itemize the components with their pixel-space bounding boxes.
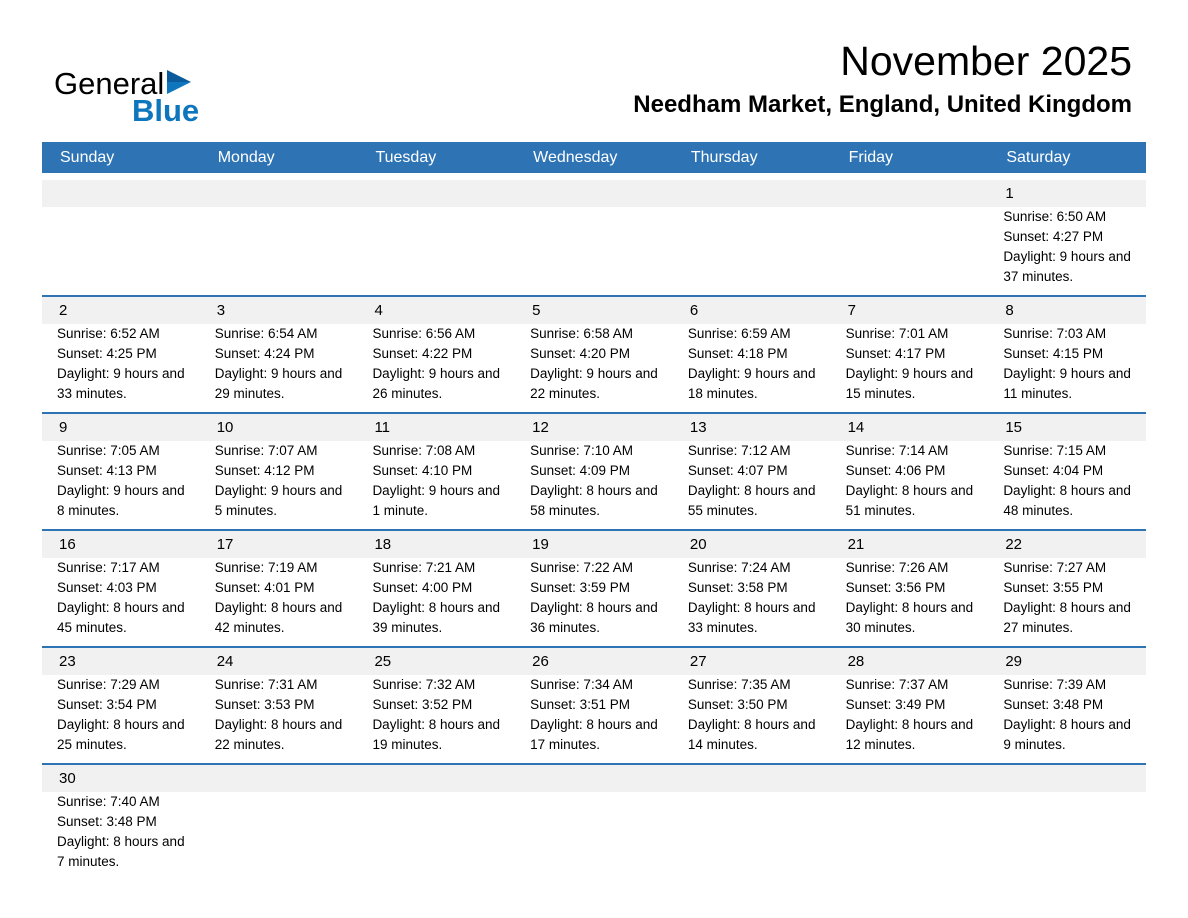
sunrise-text: Sunrise: 7:12 AM (687, 443, 791, 458)
title-block (633, 38, 1132, 120)
daylight-text: Daylight: 9 hours and 33 minutes. (57, 366, 185, 401)
calendar-day-cell (673, 648, 831, 763)
weekday-header-sunday: Sunday (60, 148, 115, 166)
day-number: 21 (847, 536, 865, 553)
sunrise-text: Sunrise: 7:24 AM (687, 560, 791, 575)
day-number: 11 (374, 419, 391, 436)
sunset-text: Sunset: 4:06 PM (845, 463, 946, 478)
sunrise-text: Sunrise: 7:37 AM (845, 677, 949, 692)
sunrise-text: Sunrise: 7:10 AM (530, 443, 633, 458)
calendar-empty-cell (515, 765, 673, 880)
sunrise-text: Sunrise: 7:22 AM (530, 560, 633, 575)
sunrise-text: Sunrise: 6:52 AM (57, 326, 160, 341)
sunrise-text: Sunrise: 6:50 AM (1003, 209, 1107, 224)
day-number: 23 (59, 653, 76, 670)
sunset-text: Sunset: 4:13 PM (57, 463, 157, 478)
daylight-text: Daylight: 8 hours and 30 minutes. (845, 600, 974, 635)
daylight-text: Daylight: 9 hours and 22 minutes. (530, 366, 658, 401)
day-number: 13 (689, 419, 707, 436)
daylight-text: Daylight: 8 hours and 48 minutes. (1003, 483, 1131, 518)
sunset-text: Sunset: 3:53 PM (214, 697, 315, 712)
calendar-empty-cell (831, 765, 989, 880)
calendar-day-cell (357, 297, 515, 412)
calendar-day-cell (200, 414, 358, 529)
sunset-text: Sunset: 3:54 PM (57, 697, 157, 712)
calendar-empty-cell (515, 180, 673, 295)
calendar-day-cell (200, 648, 358, 763)
day-number: 25 (374, 653, 392, 670)
sunset-text: Sunset: 3:59 PM (530, 580, 630, 595)
calendar-week-row (42, 412, 1146, 529)
sunset-text: Sunset: 4:22 PM (372, 346, 473, 361)
sunrise-text: Sunrise: 7:17 AM (57, 560, 160, 575)
sunset-text: Sunset: 3:58 PM (687, 580, 788, 595)
day-number: 20 (689, 536, 707, 553)
daylight-text: Daylight: 8 hours and 17 minutes. (530, 717, 658, 752)
daylight-text: Daylight: 8 hours and 7 minutes. (57, 834, 185, 869)
day-number: 1 (1005, 185, 1014, 202)
sunrise-text: Sunrise: 7:31 AM (214, 677, 318, 692)
sunrise-text: Sunrise: 6:56 AM (372, 326, 476, 341)
daylight-text: Daylight: 9 hours and 15 minutes. (845, 366, 974, 401)
daylight-text: Daylight: 9 hours and 8 minutes. (57, 483, 185, 518)
daylight-text: Daylight: 9 hours and 1 minute. (372, 483, 501, 518)
calendar-week-row (42, 180, 1146, 295)
calendar-day-cell (988, 531, 1146, 646)
sunrise-text: Sunrise: 7:32 AM (372, 677, 476, 692)
sunset-text: Sunset: 4:00 PM (372, 580, 473, 595)
day-number: 6 (689, 302, 699, 319)
calendar-day-cell (42, 531, 200, 646)
calendar-day-cell (515, 531, 673, 646)
weekday-header-wednesday: Wednesday (533, 148, 618, 166)
sunset-text: Sunset: 4:20 PM (530, 346, 630, 361)
daylight-text: Daylight: 8 hours and 58 minutes. (530, 483, 658, 518)
sunrise-text: Sunrise: 6:59 AM (687, 326, 791, 341)
sunset-text: Sunset: 3:52 PM (372, 697, 473, 712)
daylight-text: Daylight: 8 hours and 36 minutes. (530, 600, 658, 635)
sunset-text: Sunset: 3:56 PM (845, 580, 946, 595)
calendar-week-row (42, 295, 1146, 412)
sunset-text: Sunset: 4:24 PM (214, 346, 315, 361)
daylight-text: Daylight: 8 hours and 51 minutes. (845, 483, 974, 518)
sunset-text: Sunset: 4:04 PM (1003, 463, 1104, 478)
day-number: 22 (1005, 536, 1022, 553)
day-number: 5 (532, 302, 541, 319)
day-number: 16 (59, 536, 76, 553)
calendar-empty-cell (673, 180, 831, 295)
day-number: 29 (1005, 653, 1022, 670)
sunrise-text: Sunrise: 7:40 AM (57, 794, 160, 809)
calendar-day-cell (831, 414, 989, 529)
sunrise-text: Sunrise: 7:35 AM (687, 677, 791, 692)
daylight-text: Daylight: 8 hours and 55 minutes. (687, 483, 816, 518)
sunrise-text: Sunrise: 7:39 AM (1003, 677, 1107, 692)
sunset-text: Sunset: 4:17 PM (845, 346, 946, 361)
sunset-text: Sunset: 3:48 PM (57, 814, 157, 829)
sunrise-text: Sunrise: 7:29 AM (57, 677, 160, 692)
sunrise-text: Sunrise: 7:05 AM (57, 443, 160, 458)
sunset-text: Sunset: 4:10 PM (372, 463, 473, 478)
daylight-text: Daylight: 8 hours and 39 minutes. (372, 600, 501, 635)
sunset-text: Sunset: 4:09 PM (530, 463, 630, 478)
daylight-text: Daylight: 8 hours and 14 minutes. (687, 717, 816, 752)
daylight-text: Daylight: 9 hours and 5 minutes. (214, 483, 343, 518)
calendar-empty-cell (200, 180, 358, 295)
calendar-empty-cell (831, 180, 989, 295)
sunrise-text: Sunrise: 7:21 AM (372, 560, 476, 575)
calendar-day-cell (673, 531, 831, 646)
weekday-header-monday: Monday (217, 148, 275, 166)
weekday-header-tuesday: Tuesday (375, 148, 437, 166)
calendar-week-row (42, 646, 1146, 763)
day-number: 4 (374, 302, 383, 319)
calendar-day-cell (42, 297, 200, 412)
month-title: November 2025 (840, 38, 1132, 84)
sunrise-text: Sunrise: 7:27 AM (1003, 560, 1107, 575)
calendar-day-cell (831, 648, 989, 763)
sunset-text: Sunset: 3:51 PM (530, 697, 630, 712)
daylight-text: Daylight: 9 hours and 11 minutes. (1003, 366, 1131, 401)
day-number: 26 (532, 653, 549, 670)
daylight-text: Daylight: 8 hours and 9 minutes. (1003, 717, 1131, 752)
day-number: 24 (216, 653, 234, 670)
sunset-text: Sunset: 4:12 PM (214, 463, 315, 478)
day-number: 17 (216, 536, 234, 553)
sunrise-text: Sunrise: 6:58 AM (530, 326, 633, 341)
daylight-text: Daylight: 9 hours and 18 minutes. (687, 366, 816, 401)
calendar-day-cell (357, 414, 515, 529)
daylight-text: Daylight: 9 hours and 37 minutes. (1003, 249, 1131, 284)
sunset-text: Sunset: 3:55 PM (1003, 580, 1104, 595)
daylight-text: Daylight: 8 hours and 25 minutes. (57, 717, 185, 752)
sunset-text: Sunset: 4:27 PM (1003, 229, 1104, 244)
logo-text-blue: Blue (132, 93, 200, 128)
sunset-text: Sunset: 3:50 PM (687, 697, 788, 712)
calendar-week-row (42, 529, 1146, 646)
sunrise-text: Sunrise: 7:26 AM (845, 560, 949, 575)
sunrise-text: Sunrise: 7:08 AM (372, 443, 476, 458)
calendar-day-cell (200, 297, 358, 412)
calendar-day-cell (988, 180, 1146, 295)
calendar-empty-cell (673, 765, 831, 880)
logo-text-general: General (54, 66, 165, 101)
calendar-weeks (42, 180, 1146, 880)
calendar-empty-cell (42, 180, 200, 295)
day-number: 19 (532, 536, 549, 553)
sunset-text: Sunset: 4:15 PM (1003, 346, 1104, 361)
sunrise-text: Sunrise: 6:54 AM (214, 326, 318, 341)
day-number: 8 (1005, 302, 1014, 319)
sunrise-text: Sunrise: 7:14 AM (845, 443, 949, 458)
calendar-day-cell (673, 297, 831, 412)
daylight-text: Daylight: 8 hours and 45 minutes. (57, 600, 185, 635)
calendar-day-cell (357, 531, 515, 646)
day-number: 15 (1005, 419, 1022, 436)
day-number: 18 (374, 536, 392, 553)
calendar-week-row (42, 763, 1146, 880)
calendar-day-cell (988, 297, 1146, 412)
day-number: 28 (847, 653, 865, 670)
sunset-text: Sunset: 4:01 PM (214, 580, 315, 595)
calendar-day-cell (988, 414, 1146, 529)
calendar-day-cell (357, 648, 515, 763)
calendar-day-cell (515, 648, 673, 763)
sunset-text: Sunset: 4:03 PM (57, 580, 157, 595)
general-blue-logo (54, 68, 199, 126)
calendar-day-cell (673, 414, 831, 529)
calendar-day-cell (831, 297, 989, 412)
page-header (0, 0, 1188, 126)
sunrise-text: Sunrise: 7:03 AM (1003, 326, 1107, 341)
weekday-header-saturday: Saturday (1006, 148, 1071, 166)
day-number: 12 (532, 419, 549, 436)
day-number: 2 (59, 302, 68, 319)
calendar-empty-cell (357, 765, 515, 880)
calendar-day-cell (831, 531, 989, 646)
calendar-day-cell (42, 648, 200, 763)
daylight-text: Daylight: 8 hours and 42 minutes. (214, 600, 343, 635)
calendar-day-cell (515, 297, 673, 412)
sunrise-text: Sunrise: 7:15 AM (1003, 443, 1107, 458)
sunrise-text: Sunrise: 7:01 AM (845, 326, 949, 341)
daylight-text: Daylight: 8 hours and 22 minutes. (214, 717, 343, 752)
sunset-text: Sunset: 3:48 PM (1003, 697, 1104, 712)
sunrise-text: Sunrise: 7:07 AM (214, 443, 318, 458)
day-number: 10 (216, 419, 234, 436)
day-number: 30 (59, 770, 76, 787)
daylight-text: Daylight: 8 hours and 12 minutes. (845, 717, 974, 752)
sunset-text: Sunset: 4:25 PM (57, 346, 157, 361)
calendar-day-cell (42, 414, 200, 529)
day-number: 9 (59, 419, 68, 436)
location-subtitle: Needham Market, England, United Kingdom (633, 91, 1132, 119)
calendar (42, 142, 1146, 880)
calendar-empty-cell (357, 180, 515, 295)
weekday-header-row (42, 142, 1146, 173)
calendar-day-cell (200, 531, 358, 646)
sunset-text: Sunset: 3:49 PM (845, 697, 946, 712)
calendar-day-cell (988, 648, 1146, 763)
sunset-text: Sunset: 4:07 PM (687, 463, 788, 478)
day-number: 3 (216, 302, 226, 319)
calendar-empty-cell (200, 765, 358, 880)
daylight-text: Daylight: 8 hours and 27 minutes. (1003, 600, 1131, 635)
calendar-empty-cell (988, 765, 1146, 880)
sunrise-text: Sunrise: 7:19 AM (214, 560, 318, 575)
sunrise-text: Sunrise: 7:34 AM (530, 677, 633, 692)
daylight-text: Daylight: 9 hours and 26 minutes. (372, 366, 501, 401)
calendar-day-cell (42, 765, 200, 880)
day-number: 14 (847, 419, 865, 436)
daylight-text: Daylight: 9 hours and 29 minutes. (214, 366, 343, 401)
day-number: 27 (689, 653, 707, 670)
weekday-header-friday: Friday (848, 148, 894, 166)
day-number: 7 (847, 302, 856, 319)
calendar-day-cell (515, 414, 673, 529)
weekday-header-thursday: Thursday (690, 148, 758, 166)
daylight-text: Daylight: 8 hours and 33 minutes. (687, 600, 816, 635)
sunset-text: Sunset: 4:18 PM (687, 346, 788, 361)
daylight-text: Daylight: 8 hours and 19 minutes. (372, 717, 501, 752)
